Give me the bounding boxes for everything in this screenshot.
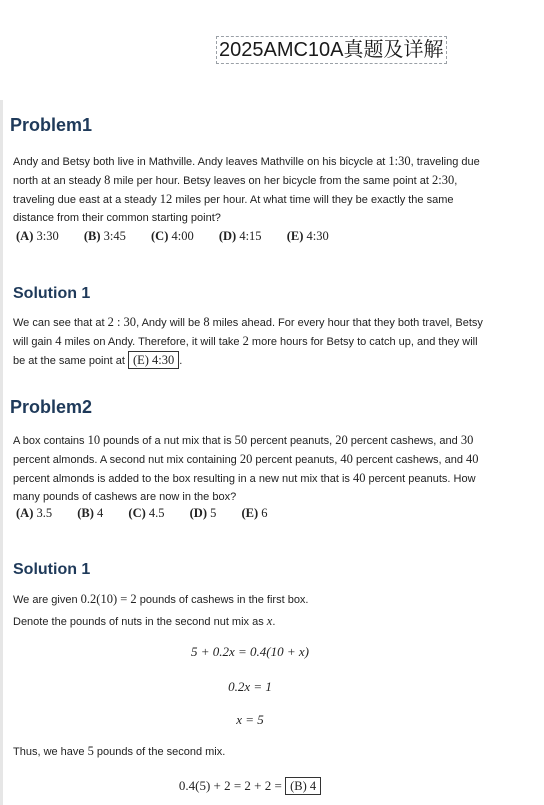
equation-1: 5 + 0.2x = 0.4(10 + x) — [190, 644, 309, 659]
equation-4: 0.4(5) + 2 = 2 + 2 = (B) 4 — [0, 777, 500, 795]
page-left-edge — [0, 100, 3, 805]
choice-c: (C) 4:00 — [151, 229, 194, 243]
problem2-choices — [16, 505, 290, 521]
choice-e: (E) 4:30 — [286, 229, 329, 243]
solution1-heading: Solution 1 — [13, 285, 91, 302]
choice-d: (D) 5 — [189, 506, 217, 520]
choice-d: (D) 4:15 — [218, 229, 262, 243]
answer-box: (E) 4:30 — [128, 351, 179, 369]
choice-a: (A) 3.5 — [16, 506, 53, 520]
solution2-heading: Solution 1 — [13, 561, 91, 578]
choice-b: (B) 3:45 — [83, 229, 126, 243]
equation-3: x = 5 — [236, 712, 264, 727]
equation-2: 0.2x = 1 — [228, 679, 272, 694]
problem2-heading: Problem2 — [10, 397, 93, 417]
problem1-heading: Problem1 — [10, 115, 93, 135]
problem1-choices — [16, 228, 351, 244]
answer-box: (B) 4 — [285, 777, 321, 795]
document-title: 2025AMC10A真题及详解 — [216, 36, 447, 64]
choice-b: (B) 4 — [77, 506, 104, 520]
problem2-text: A box contains 10 pounds of a nut mix that is 50 percent peanuts, 20 percent cashews, and 30 percent almonds. A second nut mix containing 20 percent peanuts, 40 percent cashews, and 40 percent almonds is added to the box resulting in a new nut mix that is 40 percent peanuts. How many pounds of cashews are now in the box? — [13, 433, 479, 503]
choice-c: (C) 4.5 — [128, 506, 165, 520]
choice-e: (E) 6 — [241, 506, 268, 520]
solution2-line1: We are given 0.2(10) = 2 pounds of cashews in the first box. — [13, 592, 309, 606]
solution2-line2: Denote the pounds of nuts in the second nut mix as x. — [13, 614, 276, 628]
choice-a: (A) 3:30 — [16, 229, 59, 243]
problem1-text: Andy and Betsy both live in Mathville. Andy leaves Mathville on his bicycle at 1:30, traveling due north at an steady 8 mile per hour. Betsy leaves on her bicycle from the same point at 2:30, traveling due east at a steady 12 miles per hour. At what time will they be exactly the same distance from their common starting point? — [13, 154, 480, 224]
solution1-text: We can see that at 2 : 30, Andy will be 8 miles ahead. For every hour that they both travel, Betsy will gain 4 miles on Andy. Therefore, it will take 2 more hours for Betsy to catch up, and they will be at the same point at (E) 4:30 . — [13, 315, 483, 367]
solution2-line3: Thus, we have 5 pounds of the second mix. — [13, 744, 226, 758]
